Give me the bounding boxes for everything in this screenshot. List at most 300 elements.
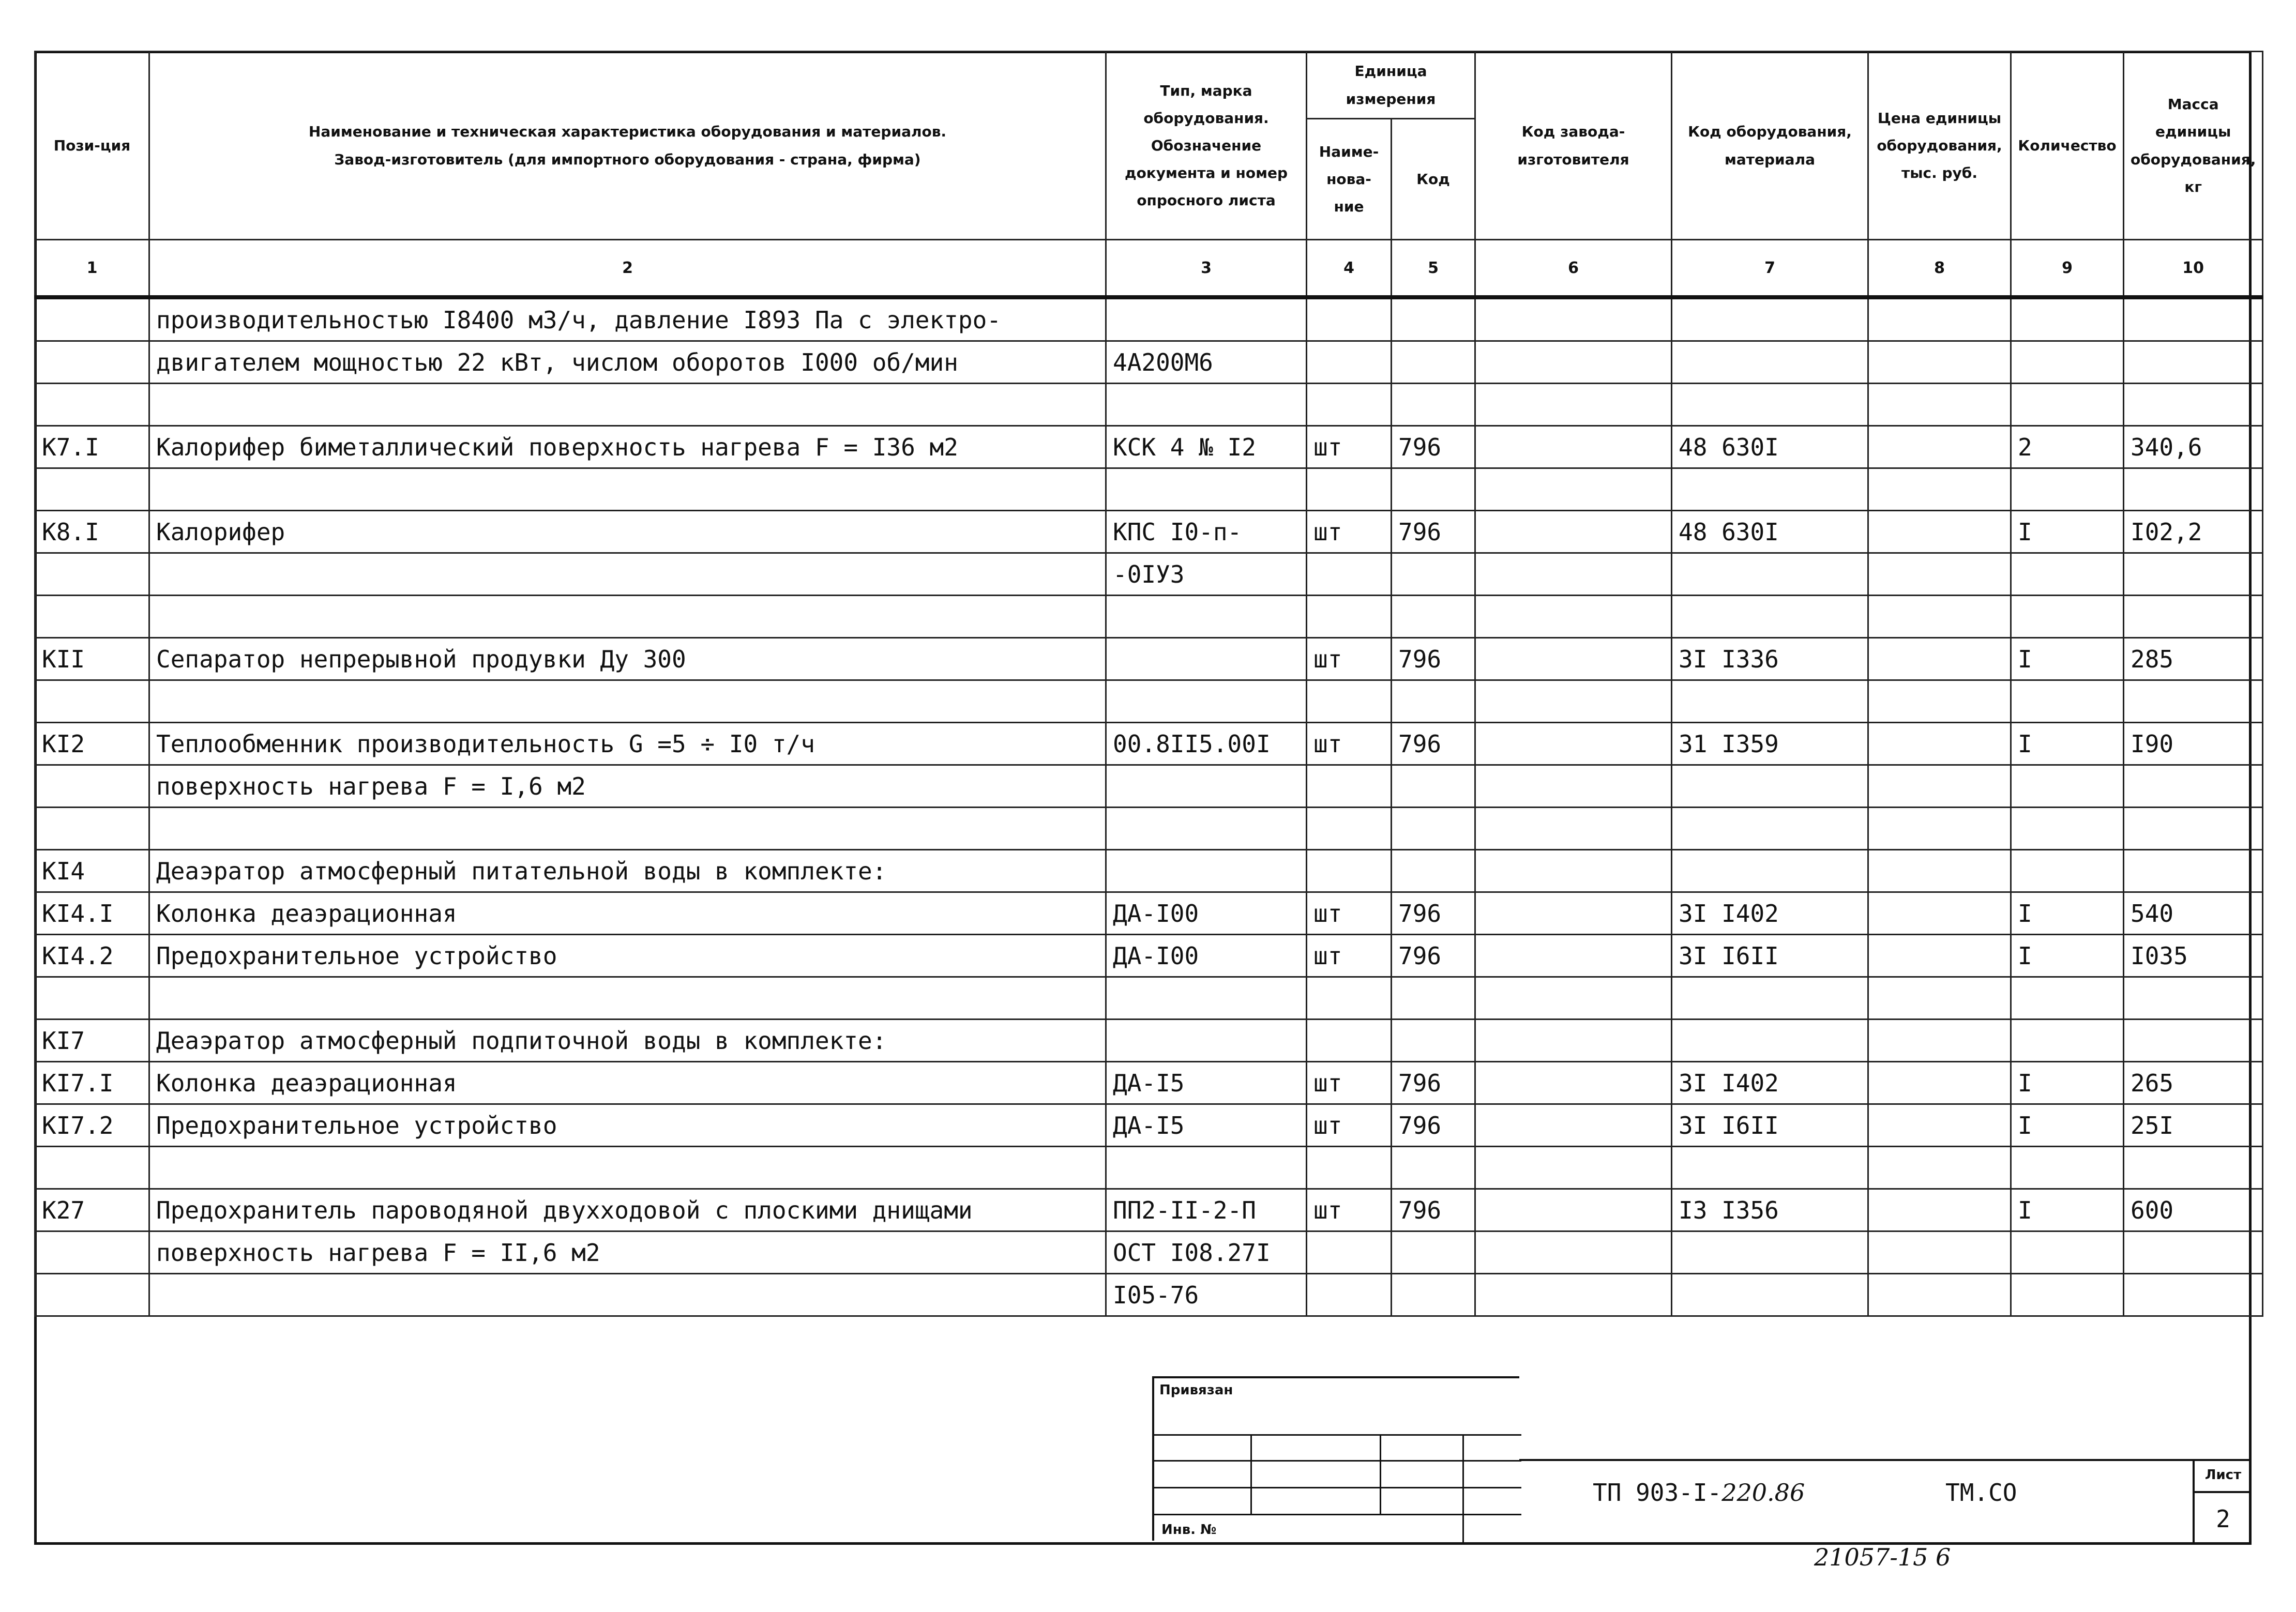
- specification-table: [34, 51, 2263, 1317]
- cell-type: ДА-I00: [1106, 892, 1307, 935]
- cell-unit-name: [1307, 1231, 1392, 1274]
- cell-unit-name: шт: [1307, 1189, 1392, 1231]
- header-unit-code: Код: [1392, 119, 1475, 240]
- header-unit: Единица измерения: [1307, 52, 1475, 119]
- stamp-line: [1154, 1460, 1521, 1462]
- cell-unit-code: [1392, 341, 1475, 384]
- cell-type: 4А200М6: [1106, 341, 1307, 384]
- cell-position: [35, 977, 149, 1020]
- cell-price: [1868, 468, 2011, 511]
- cell-quantity: [2011, 850, 2124, 892]
- cell-name: [149, 468, 1106, 511]
- stamp-line: [1250, 1434, 1252, 1514]
- table-row: [35, 977, 2263, 1020]
- cell-quantity: I: [2011, 511, 2124, 553]
- cell-type: [1106, 680, 1307, 723]
- cell-unit-code: [1392, 553, 1475, 596]
- archive-number: 21057-15 6: [1814, 1543, 1951, 1571]
- cell-mass: [2124, 1231, 2263, 1274]
- cell-plant-code: [1475, 553, 1672, 596]
- cell-equipment-code: 3I I6II: [1672, 1104, 1868, 1147]
- header-mass: Масса единицы оборудования, кг: [2124, 52, 2263, 240]
- cell-type: [1106, 638, 1307, 680]
- cell-name: Колонка деаэрационная: [149, 892, 1106, 935]
- cell-price: [1868, 596, 2011, 638]
- cell-quantity: I: [2011, 638, 2124, 680]
- cell-unit-name: [1307, 1274, 1392, 1316]
- cell-mass: I02,2: [2124, 511, 2263, 553]
- table-row: [35, 723, 2263, 765]
- cell-position: [35, 1231, 149, 1274]
- table-row: [35, 511, 2263, 553]
- cell-type: [1106, 765, 1307, 808]
- cell-unit-name: шт: [1307, 1104, 1392, 1147]
- cell-name: поверхность нагрева F = I,6 м2: [149, 765, 1106, 808]
- cell-plant-code: [1475, 892, 1672, 935]
- cell-unit-code: 796: [1392, 892, 1475, 935]
- project-code: [1593, 1479, 1805, 1507]
- cell-name: [149, 1147, 1106, 1189]
- cell-position: [35, 341, 149, 384]
- cell-position: КI7: [35, 1020, 149, 1062]
- cell-price: [1868, 680, 2011, 723]
- cell-equipment-code: 31 I359: [1672, 723, 1868, 765]
- cell-unit-name: шт: [1307, 1062, 1392, 1104]
- cell-unit-code: [1392, 850, 1475, 892]
- cell-type: КПС I0-п-: [1106, 511, 1307, 553]
- cell-mass: 265: [2124, 1062, 2263, 1104]
- cell-plant-code: [1475, 384, 1672, 426]
- cell-price: [1868, 638, 2011, 680]
- column-number: 2: [149, 240, 1106, 298]
- cell-position: КI7.I: [35, 1062, 149, 1104]
- cell-name: Сепаратор непрерывной продувки Ду 300: [149, 638, 1106, 680]
- cell-unit-name: [1307, 596, 1392, 638]
- cell-mass: [2124, 850, 2263, 892]
- cell-mass: 540: [2124, 892, 2263, 935]
- title-block-border: [1519, 1459, 2252, 1461]
- cell-position: К27: [35, 1189, 149, 1231]
- table-row: [35, 1189, 2263, 1231]
- header-position: Пози-ция: [35, 52, 149, 240]
- cell-plant-code: [1475, 765, 1672, 808]
- cell-unit-name: шт: [1307, 935, 1392, 977]
- header-price: Цена единицы оборудования, тыс. руб.: [1868, 52, 2011, 240]
- cell-price: [1868, 384, 2011, 426]
- cell-type: [1106, 1147, 1307, 1189]
- cell-mass: [2124, 977, 2263, 1020]
- cell-equipment-code: [1672, 1274, 1868, 1316]
- cell-mass: [2124, 808, 2263, 850]
- cell-unit-code: [1392, 977, 1475, 1020]
- cell-type: [1106, 384, 1307, 426]
- cell-unit-name: [1307, 553, 1392, 596]
- cell-unit-code: 796: [1392, 1104, 1475, 1147]
- cell-name: поверхность нагрева F = II,6 м2: [149, 1231, 1106, 1274]
- table-row: [35, 384, 2263, 426]
- cell-plant-code: [1475, 1020, 1672, 1062]
- cell-equipment-code: [1672, 1020, 1868, 1062]
- header-unit-name: Наиме-нова-ние: [1307, 119, 1392, 240]
- cell-position: КI7.2: [35, 1104, 149, 1147]
- cell-name: [149, 977, 1106, 1020]
- cell-mass: I035: [2124, 935, 2263, 977]
- cell-type: ОСТ I08.27I: [1106, 1231, 1307, 1274]
- cell-type: I05-76: [1106, 1274, 1307, 1316]
- cell-plant-code: [1475, 680, 1672, 723]
- cell-price: [1868, 765, 2011, 808]
- cell-unit-code: 796: [1392, 511, 1475, 553]
- cell-name: [149, 680, 1106, 723]
- cell-quantity: [2011, 765, 2124, 808]
- table-row: [35, 1020, 2263, 1062]
- cell-unit-name: [1307, 680, 1392, 723]
- table-row: [35, 765, 2263, 808]
- cell-unit-name: [1307, 1147, 1392, 1189]
- table-row: [35, 1062, 2263, 1104]
- cell-name: [149, 384, 1106, 426]
- cell-plant-code: [1475, 1147, 1672, 1189]
- cell-price: [1868, 1020, 2011, 1062]
- column-number: 10: [2124, 240, 2263, 298]
- cell-equipment-code: [1672, 765, 1868, 808]
- cell-price: [1868, 511, 2011, 553]
- cell-quantity: [2011, 680, 2124, 723]
- cell-equipment-code: [1672, 553, 1868, 596]
- table-row: [35, 638, 2263, 680]
- cell-quantity: I: [2011, 892, 2124, 935]
- cell-name: [149, 808, 1106, 850]
- cell-quantity: [2011, 596, 2124, 638]
- cell-unit-name: [1307, 341, 1392, 384]
- cell-equipment-code: [1672, 680, 1868, 723]
- project-code-suffix: 220.86: [1721, 1479, 1805, 1507]
- cell-equipment-code: [1672, 468, 1868, 511]
- table-row: [35, 935, 2263, 977]
- header-quantity: Количество: [2011, 52, 2124, 240]
- cell-unit-name: [1307, 468, 1392, 511]
- cell-unit-name: шт: [1307, 511, 1392, 553]
- cell-equipment-code: 3I I6II: [1672, 935, 1868, 977]
- header-name: [149, 52, 1106, 240]
- cell-equipment-code: 48 630I: [1672, 426, 1868, 468]
- cell-name: Колонка деаэрационная: [149, 1062, 1106, 1104]
- cell-type: [1106, 977, 1307, 1020]
- cell-type: КСК 4 № I2: [1106, 426, 1307, 468]
- cell-position: КI4.2: [35, 935, 149, 977]
- stamp-line: [1462, 1434, 1464, 1543]
- cell-quantity: [2011, 553, 2124, 596]
- cell-mass: 25I: [2124, 1104, 2263, 1147]
- cell-unit-name: [1307, 765, 1392, 808]
- column-number: 1: [35, 240, 149, 298]
- cell-name: [149, 1274, 1106, 1316]
- cell-quantity: [2011, 1020, 2124, 1062]
- cell-quantity: [2011, 468, 2124, 511]
- cell-unit-name: [1307, 384, 1392, 426]
- cell-price: [1868, 297, 2011, 341]
- cell-plant-code: [1475, 1274, 1672, 1316]
- cell-type: ДА-I5: [1106, 1062, 1307, 1104]
- cell-equipment-code: [1672, 1147, 1868, 1189]
- cell-quantity: [2011, 341, 2124, 384]
- cell-plant-code: [1475, 341, 1672, 384]
- cell-plant-code: [1475, 1104, 1672, 1147]
- cell-position: [35, 808, 149, 850]
- cell-name: Калорифер: [149, 511, 1106, 553]
- column-number: 5: [1392, 240, 1475, 298]
- table-row: [35, 850, 2263, 892]
- cell-quantity: 2: [2011, 426, 2124, 468]
- cell-equipment-code: 3I I402: [1672, 1062, 1868, 1104]
- table-row: [35, 468, 2263, 511]
- cell-position: [35, 468, 149, 511]
- cell-mass: [2124, 1147, 2263, 1189]
- cell-type: 00.8II5.00I: [1106, 723, 1307, 765]
- cell-quantity: [2011, 297, 2124, 341]
- cell-plant-code: [1475, 1062, 1672, 1104]
- cell-unit-name: [1307, 808, 1392, 850]
- cell-price: [1868, 426, 2011, 468]
- cell-plant-code: [1475, 808, 1672, 850]
- header-equipment-code: Код оборудования, материала: [1672, 52, 1868, 240]
- cell-unit-code: [1392, 1020, 1475, 1062]
- table-row: [35, 1231, 2263, 1274]
- cell-name: [149, 553, 1106, 596]
- cell-quantity: I: [2011, 935, 2124, 977]
- cell-price: [1868, 1062, 2011, 1104]
- cell-plant-code: [1475, 468, 1672, 511]
- cell-name: Калорифер биметаллический поверхность нагрева F = I36 м2: [149, 426, 1106, 468]
- cell-quantity: I: [2011, 1104, 2124, 1147]
- sheet-box: [2193, 1459, 2252, 1545]
- cell-plant-code: [1475, 977, 1672, 1020]
- cell-position: [35, 680, 149, 723]
- cell-plant-code: [1475, 1189, 1672, 1231]
- cell-plant-code: [1475, 850, 1672, 892]
- cell-unit-code: [1392, 596, 1475, 638]
- cell-quantity: I: [2011, 723, 2124, 765]
- cell-equipment-code: 3I I336: [1672, 638, 1868, 680]
- cell-price: [1868, 1231, 2011, 1274]
- cell-position: [35, 1147, 149, 1189]
- cell-unit-code: 796: [1392, 426, 1475, 468]
- cell-plant-code: [1475, 511, 1672, 553]
- cell-quantity: [2011, 1147, 2124, 1189]
- cell-unit-code: 796: [1392, 935, 1475, 977]
- header-name-line1: Наименование и техническая характеристика оборудования и материалов.: [308, 123, 947, 141]
- column-number: 6: [1475, 240, 1672, 298]
- cell-unit-code: 796: [1392, 723, 1475, 765]
- table-row: [35, 553, 2263, 596]
- cell-unit-name: шт: [1307, 892, 1392, 935]
- cell-name: Деаэратор атмосферный подпиточной воды в комплекте:: [149, 1020, 1106, 1062]
- cell-price: [1868, 808, 2011, 850]
- cell-unit-name: [1307, 1020, 1392, 1062]
- cell-equipment-code: [1672, 384, 1868, 426]
- table-row: [35, 426, 2263, 468]
- cell-position: [35, 553, 149, 596]
- cell-quantity: [2011, 384, 2124, 426]
- cell-mass: [2124, 297, 2263, 341]
- cell-mass: 600: [2124, 1189, 2263, 1231]
- cell-equipment-code: [1672, 1231, 1868, 1274]
- binding-stamp: [1152, 1376, 1519, 1541]
- cell-unit-code: [1392, 468, 1475, 511]
- cell-equipment-code: I3 I356: [1672, 1189, 1868, 1231]
- cell-plant-code: [1475, 426, 1672, 468]
- cell-type: [1106, 468, 1307, 511]
- cell-unit-code: [1392, 1274, 1475, 1316]
- table-row: [35, 341, 2263, 384]
- cell-price: [1868, 1189, 2011, 1231]
- stamp-line: [1154, 1434, 1521, 1436]
- cell-type: ДА-I5: [1106, 1104, 1307, 1147]
- cell-quantity: [2011, 808, 2124, 850]
- table-row: [35, 1147, 2263, 1189]
- stamp-line: [1380, 1434, 1381, 1514]
- column-number: 3: [1106, 240, 1307, 298]
- cell-mass: [2124, 1274, 2263, 1316]
- cell-unit-code: [1392, 297, 1475, 341]
- cell-price: [1868, 850, 2011, 892]
- cell-quantity: I: [2011, 1062, 2124, 1104]
- cell-position: КI4.I: [35, 892, 149, 935]
- cell-plant-code: [1475, 935, 1672, 977]
- header-plant-code: Код завода-изготовителя: [1475, 52, 1672, 240]
- cell-price: [1868, 723, 2011, 765]
- table-row: [35, 808, 2263, 850]
- header-type: Тип, марка оборудования. Обозначение документа и номер опросного листа: [1106, 52, 1307, 240]
- cell-unit-code: [1392, 1231, 1475, 1274]
- cell-unit-name: [1307, 977, 1392, 1020]
- cell-position: [35, 765, 149, 808]
- cell-type: [1106, 297, 1307, 341]
- cell-name: производительностью I8400 м3/ч, давление I893 Па с электро-: [149, 297, 1106, 341]
- cell-name: Предохранительное устройство: [149, 935, 1106, 977]
- stamp-line: [1154, 1487, 1521, 1488]
- cell-quantity: [2011, 1274, 2124, 1316]
- cell-name: двигателем мощностью 22 кВт, числом оборотов I000 об/мин: [149, 341, 1106, 384]
- cell-name: Предохранительное устройство: [149, 1104, 1106, 1147]
- cell-price: [1868, 1104, 2011, 1147]
- cell-price: [1868, 1147, 2011, 1189]
- cell-type: [1106, 850, 1307, 892]
- cell-unit-name: шт: [1307, 638, 1392, 680]
- column-number: 8: [1868, 240, 2011, 298]
- stamp-line: [1154, 1514, 1521, 1515]
- cell-type: ДА-I00: [1106, 935, 1307, 977]
- cell-plant-code: [1475, 596, 1672, 638]
- cell-position: [35, 1274, 149, 1316]
- cell-equipment-code: [1672, 977, 1868, 1020]
- cell-unit-code: 796: [1392, 638, 1475, 680]
- cell-mass: I90: [2124, 723, 2263, 765]
- cell-type: [1106, 596, 1307, 638]
- column-number-row: [35, 240, 2263, 298]
- cell-mass: [2124, 341, 2263, 384]
- cell-position: КII: [35, 638, 149, 680]
- cell-mass: [2124, 680, 2263, 723]
- cell-equipment-code: [1672, 850, 1868, 892]
- cell-mass: 340,6: [2124, 426, 2263, 468]
- cell-position: [35, 297, 149, 341]
- cell-price: [1868, 341, 2011, 384]
- cell-price: [1868, 1274, 2011, 1316]
- cell-position: [35, 596, 149, 638]
- cell-mass: [2124, 468, 2263, 511]
- cell-equipment-code: [1672, 297, 1868, 341]
- cell-price: [1868, 935, 2011, 977]
- cell-quantity: I: [2011, 1189, 2124, 1231]
- cell-unit-code: 796: [1392, 1062, 1475, 1104]
- cell-mass: [2124, 384, 2263, 426]
- column-number: 4: [1307, 240, 1392, 298]
- cell-name: [149, 596, 1106, 638]
- cell-plant-code: [1475, 723, 1672, 765]
- table-row: [35, 892, 2263, 935]
- cell-quantity: [2011, 1231, 2124, 1274]
- document-code: ТМ.СО: [1945, 1479, 2017, 1507]
- sheet-label: Лист: [2195, 1459, 2252, 1493]
- table-row: [35, 596, 2263, 638]
- inventory-label: Инв. №: [1161, 1522, 1217, 1538]
- cell-position: КI4: [35, 850, 149, 892]
- cell-plant-code: [1475, 297, 1672, 341]
- cell-unit-code: [1392, 1147, 1475, 1189]
- cell-unit-code: [1392, 765, 1475, 808]
- cell-position: К7.I: [35, 426, 149, 468]
- cell-unit-name: [1307, 297, 1392, 341]
- cell-equipment-code: [1672, 341, 1868, 384]
- cell-equipment-code: 3I I402: [1672, 892, 1868, 935]
- column-number: 9: [2011, 240, 2124, 298]
- cell-price: [1868, 553, 2011, 596]
- cell-price: [1868, 892, 2011, 935]
- cell-type: -0IУ3: [1106, 553, 1307, 596]
- cell-plant-code: [1475, 1231, 1672, 1274]
- cell-mass: [2124, 596, 2263, 638]
- cell-unit-code: 796: [1392, 1189, 1475, 1231]
- cell-unit-name: шт: [1307, 723, 1392, 765]
- cell-position: КI2: [35, 723, 149, 765]
- cell-unit-name: [1307, 850, 1392, 892]
- cell-name: Предохранитель пароводяной двухходовой с плоскими днищами: [149, 1189, 1106, 1231]
- cell-mass: [2124, 765, 2263, 808]
- table-row: [35, 1104, 2263, 1147]
- cell-equipment-code: [1672, 808, 1868, 850]
- cell-mass: [2124, 553, 2263, 596]
- cell-quantity: [2011, 977, 2124, 1020]
- cell-mass: 285: [2124, 638, 2263, 680]
- cell-type: [1106, 1020, 1307, 1062]
- cell-mass: [2124, 1020, 2263, 1062]
- table-row: [35, 680, 2263, 723]
- column-number: 7: [1672, 240, 1868, 298]
- cell-plant-code: [1475, 638, 1672, 680]
- cell-unit-code: [1392, 680, 1475, 723]
- sheet-number: 2: [2216, 1505, 2230, 1533]
- table-row: [35, 297, 2263, 341]
- table-row: [35, 1274, 2263, 1316]
- cell-equipment-code: 48 630I: [1672, 511, 1868, 553]
- stamp-label: Привязан: [1159, 1382, 1233, 1398]
- cell-unit-code: [1392, 384, 1475, 426]
- cell-position: К8.I: [35, 511, 149, 553]
- cell-type: ПП2-II-2-П: [1106, 1189, 1307, 1231]
- cell-unit-name: шт: [1307, 426, 1392, 468]
- project-code-prefix: ТП 903-I-: [1593, 1479, 1722, 1507]
